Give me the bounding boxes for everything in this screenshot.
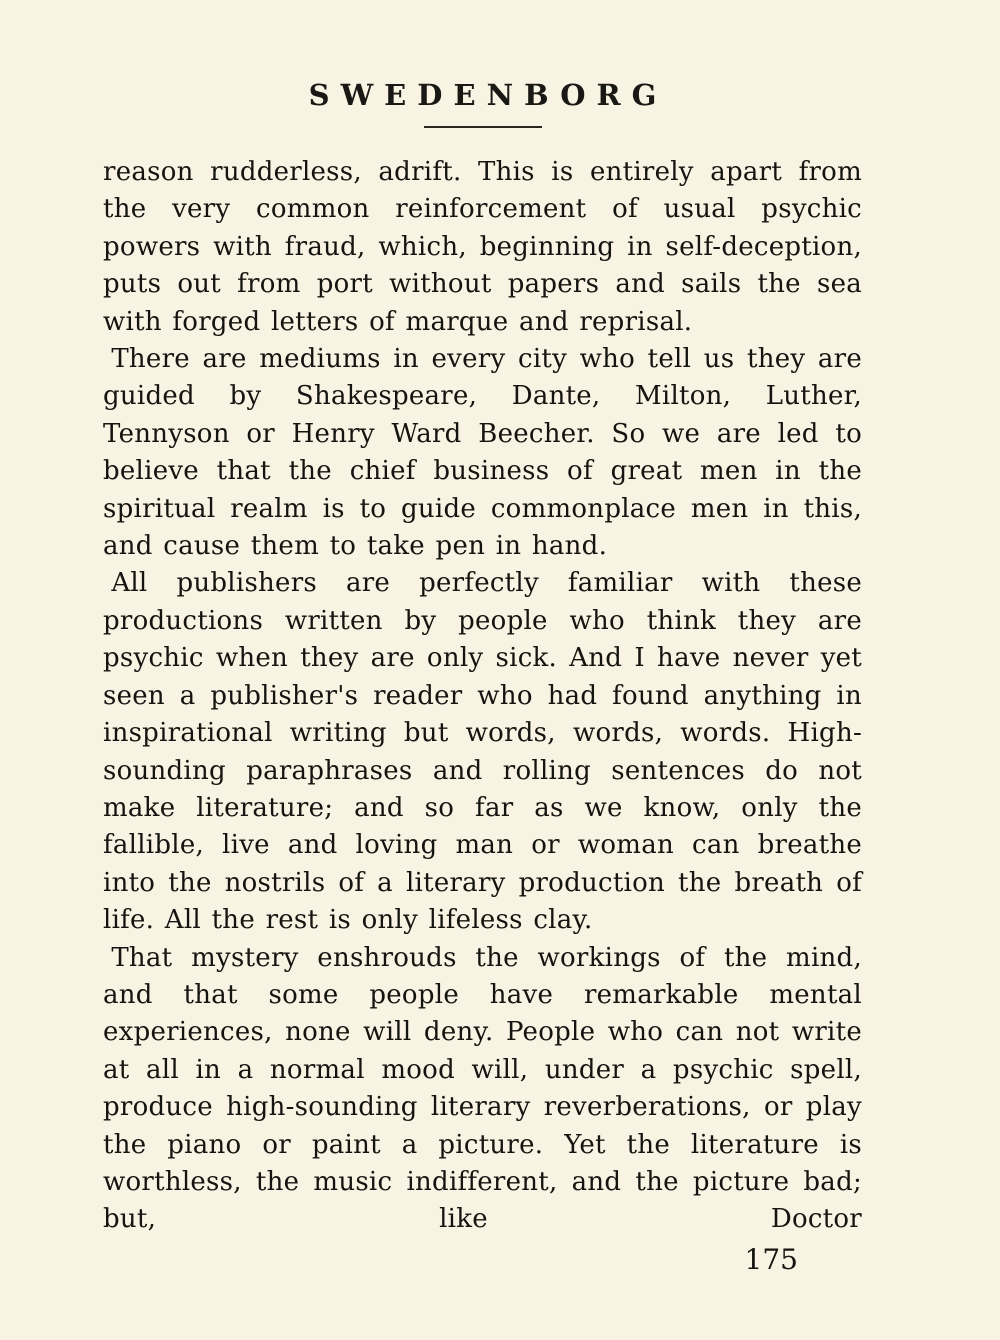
page-number: 175 [744, 1242, 798, 1276]
page-header [103, 78, 862, 128]
paragraph-mediums: There are mediums in every city who tell us they are guided by Shakespeare, Dante, Milton, Luther, Tennyson or Henry Ward Beecher. So we are led to believe that the chief business of great men in the spiritual realm is to guide commonplace men in this, and cause them to take pen in hand. [103, 344, 862, 562]
running-head-title: SWEDENBORG [308, 78, 668, 112]
paragraph-publishers: All publishers are perfectly familiar with these productions written by people who think they are psychic when they are only sick. And I have never yet seen a publisher's reader who had found anything in inspirational writing but words, words, words. High-sounding paraphrases and rolling sentences do not make literature; and so far as we know, only the fallible, live and loving man or woman can breathe into the nostrils of a literary production the breath of life. All the rest is only lifeless clay. [103, 568, 862, 936]
paragraph-mystery: That mystery enshrouds the workings of the mind, and that some people have remarkable mental experiences, none will deny. People who can not write at all in a normal mood will, under a psychic spell, produce high-sounding literary reverberations, or play the piano or paint a picture. Yet the literature is worthless, the music indifferent, and the picture bad; but, like Doctor [103, 942, 862, 1235]
header-rule-divider [424, 126, 542, 128]
paragraph-continuation: reason rudderless, adrift. This is entirely apart from the very common reinforcement of usual psychic powers with fraud, which, beginning in self-deception, puts out from port without papers and sails the sea with forged letters of marque and reprisal. [103, 157, 862, 337]
page-body-text [103, 154, 862, 1239]
